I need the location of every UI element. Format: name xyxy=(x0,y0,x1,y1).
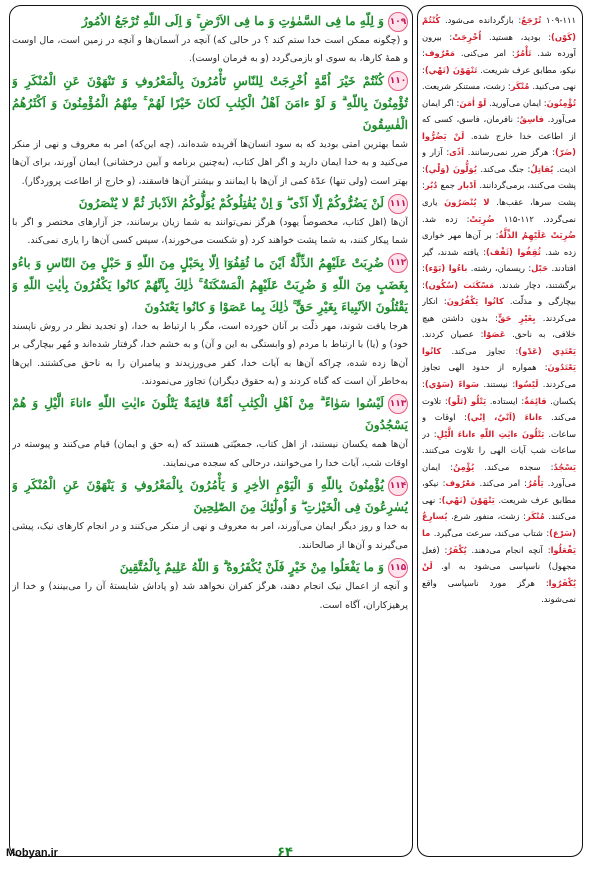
glossary-term: تَأْمُرُ xyxy=(514,48,532,59)
glossary-definition: : نیکو، مطابق عرف شریعت. xyxy=(422,48,576,75)
verse-number-badge: ۱۱۵ xyxy=(388,558,408,578)
translation-line: و خدا از پرهیزکاران، آگاه است. xyxy=(12,581,408,611)
glossary-definition: : نیستند. xyxy=(478,379,516,390)
glossary-definition: : بر آن‌ها مهر خواری زده شد. xyxy=(422,230,576,257)
translation-line: ایمان آورند، برای آن‌ها بهتر است (ولی تنها) عدّهٔ کمی از آن‌ها با ایمانند و بیشتر آن‌ها xyxy=(12,157,408,187)
verse-arabic-text: ضُرِبَتْ عَلَيْهِمُ الذِّلَّةُ اَيْنَ ما ثُقِفُوٓا اِلّا بِحَبْلٍ مِنَ اللّهِ وَ حَبْلٍ مِنَ النّاسِ وَ باءُو بِغَضَبٍ مِنَ اللّهِ وَ ضُرِبَتْ عَلَيْهِمُ الْمَسْكَنَةُ ۚ ذٰلِكَ بِاَنَّهُمْ كانُوا يَكْفُرُونَ بِاٰيٰتِ اللّهِ وَ يَقْتُلُونَ الاَنْبِياءَ بِغَيْرِ حَقٍّ ۚ ذٰلِكَ بِما عَصَوْا وَ كانُوا يَعْتَدُونَ xyxy=(12,255,408,314)
translation-line: مُهر بیچارگی بر آن‌ها زده شده، چراکه آن‌ها به آیات خدا، کفر می‌ورزیدند و پیامبران را به xyxy=(12,339,408,369)
verse-number-badge: ۱۱۰ xyxy=(388,71,408,91)
glossary-definition: : زشت، منفور شرع. xyxy=(447,511,526,522)
glossary-term: مُنْكَر xyxy=(526,511,545,522)
translation-line: آن‌ها (اهل کتاب، مخصوصاً یهود) هرگز نمی‌توانند به شما زیان برسانند، جز آزارهای xyxy=(77,217,408,229)
glossary-definition: : بودید، هستید. xyxy=(481,31,552,42)
verse-block xyxy=(12,70,408,191)
glossary-term: مُنْكَر xyxy=(510,81,530,92)
glossary-term: يَأْمُرُ xyxy=(526,478,544,489)
glossary-definition: : نیکو، مطابق عرف شریعت. xyxy=(422,478,576,505)
verse-block xyxy=(12,556,408,615)
glossary-definition: : برگشتند، دچار شدند. xyxy=(422,263,576,290)
glossary-term: ضُرِبَتْ xyxy=(469,213,495,224)
translation-line: از منکر می‌کنید و به خدا ایمان دارید و اگر اهل کتاب، (به‌چنین برنامه و آیین درخشانی) xyxy=(12,138,408,169)
glossary-definition: : آنچه انجام می‌دهند. xyxy=(466,544,551,555)
translation-line: و آنچه از اعمال نیک انجام دهند، هرگز کفران نخواهد شد (و پاداش شایستهٔ آن را می‌بینند) xyxy=(48,581,408,593)
glossary-definition: : نهی می‌کنید. xyxy=(422,64,576,92)
glossary-definition: : ایمان می‌آورید. xyxy=(486,97,547,108)
glossary-term: حَبْل xyxy=(531,263,549,274)
glossary-definition: : امر می‌کنی. xyxy=(454,48,515,59)
glossary-term: لَوْ اٰمَنَ xyxy=(459,97,487,108)
translation-line: مختصر و اگر با شما پیکار کنند، به شما پشت خواهند کرد (و شکست می‌خورند)، سپس xyxy=(12,217,408,247)
glossary-term: كُنْتُمْ (كَوْن) xyxy=(422,15,576,42)
translation-line: و (چگونه ممکن است خدا ستم کند ؟ در حالی که) آنچه در آسمان‌ها و آنچه در زمین است، xyxy=(57,35,408,46)
translation-line: ناحق می‌کشتند. این‌ها به‌خاطر آن است که گناه کردند و (به حقوق دیگران) xyxy=(12,357,408,388)
glossary-term: اُخْرِجَتْ xyxy=(452,31,482,42)
glossary-term: يُقاتِلُ xyxy=(530,163,554,174)
glossary-definition: یاری نمی‌گردد. xyxy=(422,197,576,224)
verse-arabic xyxy=(12,474,408,518)
glossary-term: ءاناءَ (اَنْيٌ، اِنْي) xyxy=(466,412,543,423)
glossary-term: يُسارِعُ (سَرْع) xyxy=(422,511,576,538)
glossary-definition: : ایستاده. xyxy=(486,395,525,406)
glossary-term: لَنْ يُكْفَرُوا xyxy=(422,561,576,588)
glossary-term: اَذًى xyxy=(449,147,465,158)
glossary-term: عَصَوْا xyxy=(483,329,506,340)
glossary-term: دُبُر xyxy=(424,180,438,191)
verses-column xyxy=(12,10,408,850)
glossary-term: كانُوا يَكْفُرُونَ xyxy=(446,296,504,307)
glossary-term: ما يَفْعَلُوا xyxy=(422,527,576,555)
verse-block xyxy=(12,192,408,251)
verse-block xyxy=(12,252,408,392)
glossary-definition: : بیچارگی و مذلّت. xyxy=(422,279,576,307)
glossary-definition: : یافته شدند، گیر افتادند. xyxy=(422,246,576,274)
glossary-definition: : ایمان می‌آورد. xyxy=(422,461,576,489)
glossary-column xyxy=(422,12,576,848)
verse-translation xyxy=(12,214,408,251)
translation-line: به خدا و روز دیگر ایمان می‌آورند، امر به معروف و نهی از منکر می‌کنند و در انجام کارهای xyxy=(56,521,408,533)
glossary-term: ثُقِفُوا (ثَقْف) xyxy=(486,246,541,257)
translation-line: مال اوست و همهٔ کارها، به سوی او بازمی‌گردد (و به فرمان اوست). xyxy=(12,35,408,65)
verse-arabic-text: لَيْسُوا سَوٰاءً ۗ مِنْ اَهْلِ الْكِتٰبِ اُمَّةٌ قائِمَةٌ يَتْلُونَ ءايٰتِ اللّهِ ءاناءَ الَّيْلِ وَ هُمْ يَسْجُدُونَ xyxy=(12,396,408,433)
verse-arabic-text: وَ لِلّهِ ما فِى السَّمٰوٰتِ وَ ما فِى الاَرْضِ ۚ وَ اِلَى اللّهِ تُرْجَعُ الاُمُورُ xyxy=(81,14,384,28)
translation-line: هرجا یافت شوند، مهر ذلّت بر آنان خورده است، مگر با ارتباط به خدا، (و تجدید نظر در روش xyxy=(39,320,408,332)
glossary-definition: : آزار و اذیت. xyxy=(422,147,576,174)
site-watermark: Mobyan.ir xyxy=(6,847,58,859)
verse-number-badge: ۱۱۲ xyxy=(388,253,408,273)
verse-block xyxy=(12,392,408,473)
glossary-term: تَنْهَوْنَ (نَهْي) xyxy=(424,64,478,75)
glossary-term: تُؤْمِنُونَ xyxy=(546,97,576,108)
verse-number-badge: ۱۱۳ xyxy=(388,394,408,414)
verse-arabic xyxy=(12,70,408,136)
glossary-term: ضُرِبَتْ عَلَيْهِمُ الذِّلَّةُ xyxy=(498,230,576,241)
verse-arabic xyxy=(12,556,408,578)
verse-arabic-text: وَ ما يَفْعَلُوا مِنْ خَيْرٍ فَلَنْ يُكْفَرُوهُ ۗ وَ اللّهُ عَلِيمٌ بِالْمُتَّقِينَ xyxy=(119,560,384,575)
verse-arabic-text: لَنْ يَضُرُّوكُمْ اِلّا اَذًى ۖ وَ اِنْ يُقٰتِلُوكُمْ يُوَلُّوكُمُ الاَدْبارَ ثُمَّ لا يُنْصَرُونَ xyxy=(78,196,384,211)
translation-line: کسی آن‌ها را یاری نمی‌کند. xyxy=(27,235,133,247)
glossary-term: يَتْلُونَ ءايٰتِ اللّهِ ءاناءَ الَّيْلِ xyxy=(436,428,545,439)
verse-arabic xyxy=(12,10,408,32)
glossary-term: فاسِقُ xyxy=(519,114,544,125)
glossary-definition: : اوقات و ساعات. xyxy=(422,412,576,439)
glossary-term: يَنْهَوْنَ (نَهْي) xyxy=(441,494,495,505)
glossary-definition: : سجده می‌کند. xyxy=(474,461,554,472)
glossary-term: باءُوا (بَوْء) xyxy=(424,263,468,274)
glossary-term: تُرْجَعُ xyxy=(521,15,542,25)
glossary-definition: : همواره از حدود الهی تجاوز می‌کردند. xyxy=(422,362,576,390)
verse-number-badge: ۱۰۹ xyxy=(388,12,408,32)
glossary-term: لا يُنْصَرُونَ xyxy=(444,197,490,208)
translation-line: ناپسند خود) و (یا) با ارتباط با مردم (و وابستگی به این و آن) و به خشم خدا، گرفتار شده‌اند و xyxy=(12,320,408,351)
verse-translation xyxy=(12,436,408,473)
glossary-term: يَتْلُو (تَلْو) xyxy=(447,395,487,406)
verse-block xyxy=(12,10,408,69)
glossary-term: مَعْرُوف xyxy=(424,48,455,59)
verse-translation xyxy=(12,578,408,615)
verse-translation xyxy=(12,32,408,69)
glossary-term: قائِمَةٌ xyxy=(524,395,547,406)
glossary-definition: : امر می‌کند. xyxy=(475,478,527,489)
glossary-term: يُؤْمِنُ xyxy=(453,461,475,472)
glossary-definition: : تجاوز می‌کند. xyxy=(441,345,519,356)
glossary-term: يُكْفَرُ xyxy=(447,544,467,555)
glossary-term: لَيْسُوا xyxy=(515,379,539,390)
translation-line: فاسقند، (و خارج از اطاعت پروردگار). xyxy=(21,175,170,187)
glossary-definition: : (فعل مجهول) ناسپاسی می‌شود به او. xyxy=(422,544,576,572)
verse-number-badge: ۱۱۱ xyxy=(388,194,408,214)
glossary-term: يَعْتَدِي (عَدْو) xyxy=(518,345,576,356)
translation-line: تجاوز می‌نمودند. xyxy=(141,376,206,388)
glossary-definition: : تلاوت می‌کند. xyxy=(422,395,576,423)
glossary-term: مَعْرُوف xyxy=(445,478,476,489)
glossary-definition: ۱۰۹-۱۱۱ xyxy=(541,15,576,25)
glossary-definition: : پشت سرها، عقب‌ها. xyxy=(422,180,576,208)
glossary-definition: : هرگز ضرر نمی‌رسانند. xyxy=(464,147,556,158)
glossary-definition: : بازگردانده می‌شود. xyxy=(440,15,522,25)
glossary-definition: : جنگ می‌کند. xyxy=(476,163,531,174)
glossary-definition: : هرگز مورد ناسپاسی واقع نمی‌شوند. xyxy=(422,577,576,605)
glossary-definition: : انکار می‌کردند. xyxy=(422,296,576,323)
glossary-term: سَواءً (سَوْي) xyxy=(424,379,479,390)
verse-arabic-text: كُنْتُمْ خَيْرَ اُمَّةٍ اُخْرِجَتْ لِلنّاسِ تَأْمُرُونَ بِالْمَعْرُوفِ وَ تَنْهَوْنَ عَنِ الْمُنْكَرِ وَ تُؤْمِنُونَ بِاللّهِ ۗ وَ لَوْ ءامَنَ اَهْلُ الْكِتٰبِ لَكانَ خَيْرًا لَهُمْ ۚ مِنْهُمُ الْمُؤْمِنُونَ وَ اَكْثَرُهُمُ الْفٰسِقُونَ xyxy=(12,73,408,132)
verse-number-badge: ۱۱۴ xyxy=(388,476,408,496)
translation-line: شما بهترین امتی بودید که به سود انسان‌ها آفریده شده‌اند، (چه این‌که) امر به معروف و نهی xyxy=(44,138,408,150)
glossary-definition: : یکسان. xyxy=(422,379,576,406)
glossary-definition: : بدون داشتن هیچ خلافی، به ناحق. xyxy=(422,312,576,340)
glossary-term: يُوَلُّونَ (وَلْي) xyxy=(424,163,477,174)
verse-translation xyxy=(12,518,408,555)
glossary-definition: : پشت می‌کنند، برمی‌گردانند. xyxy=(422,163,576,191)
verse-translation xyxy=(12,136,408,191)
glossary-definition: : شتاب می‌کند، سرعت می‌گیرد. xyxy=(430,527,550,538)
verse-arabic xyxy=(12,252,408,318)
verse-arabic xyxy=(12,392,408,436)
verse-arabic-text: يُؤْمِنُونَ بِاللّهِ وَ الْيَوْمِ الاٰخِرِ وَ يَأْمُرُونَ بِالْمَعْرُوفِ وَ يَنْهَوْنَ عَنِ الْمُنْكَرِ وَ يُسٰرِعُونَ فِى الْخَيْرٰتِ ۖ وَ اُولٰٓئِكَ مِنَ الصّٰلِحِينَ xyxy=(12,478,408,515)
translation-line: آن‌ها همه یکسان نیستند، از اهل کتاب، جمعیّتی هستند که (به حق و ایمان) قیام می‌کنند و xyxy=(54,439,408,451)
glossary-term: اَدْبار xyxy=(458,180,477,191)
glossary-term: كانُوا يَعْتَدُونَ xyxy=(422,345,576,373)
glossary-definition: : نافرمان، فاسق، کسی که از اطاعت خدا خارج شده. xyxy=(422,114,576,141)
glossary-definition: : بیرون آورده شد. xyxy=(422,31,576,59)
glossary-definition: : زشت، مستنکر شریعت. xyxy=(422,81,511,92)
glossary-term: يَسْجُدُ xyxy=(553,461,576,472)
verse-translation xyxy=(12,318,408,392)
verse-arabic xyxy=(12,192,408,214)
glossary-definition: : عصیان کردند. xyxy=(422,329,484,340)
glossary-term: مَسْكَنَت (سُكُون) xyxy=(424,279,495,290)
translation-line: پیوسته در اوقات شب، آیات خدا را می‌خوانند، درحالی که سجده می‌نمایند. xyxy=(12,439,408,469)
glossary-definition: : نهی می‌کنند. xyxy=(422,494,576,522)
translation-line: نیک، پیشی می‌گیرند و آن‌ها از صالحانند. xyxy=(12,521,408,551)
page-number: ۶۴ xyxy=(277,845,293,860)
glossary-definition: ۱۱۲-۱۱۵ xyxy=(494,213,534,224)
glossary-definition: : اگر ایمان می‌آورد. xyxy=(422,97,576,125)
glossary-term: بِغَيْرِ حَقٍّ xyxy=(497,312,536,323)
glossary-definition: : در ساعات شب آیات الهی را تلاوت می‌کنند. xyxy=(422,428,576,456)
glossary-definition: جمع xyxy=(437,180,459,191)
glossary-term: لَنْ يَضُرُّوا (ضَرّ) xyxy=(422,130,576,158)
glossary-definition: : زده شد. xyxy=(422,213,470,224)
verse-block xyxy=(12,474,408,555)
glossary-definition: : ریسمان، رشته. xyxy=(467,263,532,274)
